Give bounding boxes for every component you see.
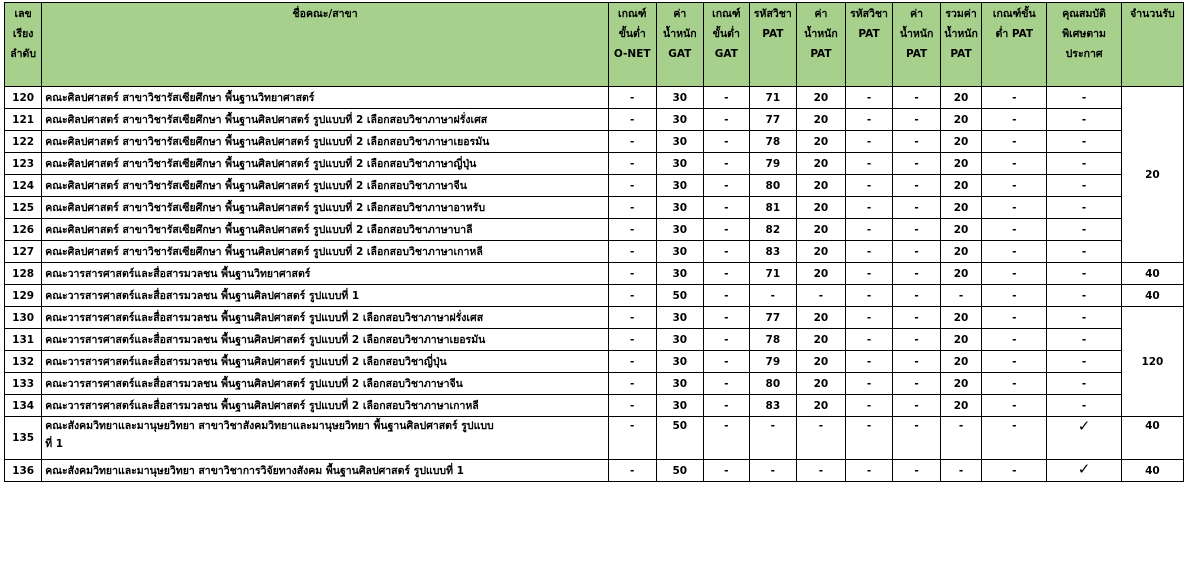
- pat-code-2-cell: -: [845, 175, 893, 197]
- row-number-cell: 126: [5, 219, 42, 241]
- header-no: เลข เรียง ลำดับ: [5, 3, 42, 87]
- header-pat-min: เกณฑ์ขั้น ต่ำ PAT: [982, 3, 1047, 87]
- pat-weight-cell: 20: [797, 197, 846, 219]
- gat-weight-cell: 30: [656, 131, 704, 153]
- special-cell: -: [1047, 175, 1121, 197]
- pat-weight-cell: 20: [797, 373, 846, 395]
- pat-min-cell: -: [982, 109, 1047, 131]
- pat-code-2-cell: -: [845, 395, 893, 417]
- faculty-name-cell: คณะศิลปศาสตร์ สาขาวิชารัสเซียศึกษา พื้นฐานศิลปศาสตร์ รูปแบบที่ 2 เลือกสอบวิชาภาษาฝรั่งเศส: [42, 109, 609, 131]
- pat-weight-cell: -: [797, 460, 846, 482]
- gat-weight-cell: 50: [656, 460, 704, 482]
- pat-code-cell: -: [749, 285, 797, 307]
- faculty-name-cell: คณะวารสารศาสตร์และสื่อสารมวลชน พื้นฐานศิลปศาสตร์ รูปแบบที่ 2 เลือกสอบวิชาภาษาเกาหลี: [42, 395, 609, 417]
- pat-min-cell: -: [982, 153, 1047, 175]
- gat-min-cell: -: [704, 351, 750, 373]
- pat-min-cell: -: [982, 351, 1047, 373]
- gat-min-cell: -: [704, 373, 750, 395]
- gat-min-cell: -: [704, 131, 750, 153]
- gat-weight-cell: 30: [656, 175, 704, 197]
- pat-weight-cell: 20: [797, 329, 846, 351]
- pat-weight-cell: 20: [797, 263, 846, 285]
- row-number-cell: 125: [5, 197, 42, 219]
- pat-code-2-cell: -: [845, 219, 893, 241]
- onet-min-cell: -: [608, 109, 656, 131]
- pat-weight-cell: 20: [797, 241, 846, 263]
- table-row: [5, 417, 1184, 460]
- gat-min-cell: -: [704, 87, 750, 109]
- row-number-cell: 122: [5, 131, 42, 153]
- header-row: [5, 3, 1184, 87]
- onet-min-cell: -: [608, 329, 656, 351]
- faculty-name-cell: คณะวารสารศาสตร์และสื่อสารมวลชน พื้นฐานศิลปศาสตร์ รูปแบบที่ 2 เลือกสอบวิชาภาษาจีน: [42, 373, 609, 395]
- special-cell: -: [1047, 241, 1121, 263]
- gat-min-cell: -: [704, 460, 750, 482]
- pat-code-cell: 77: [749, 109, 797, 131]
- pat-code-2-cell: -: [845, 109, 893, 131]
- gat-min-cell: -: [704, 197, 750, 219]
- pat-total-cell: -: [940, 460, 981, 482]
- header-gat-min: เกณฑ์ ขั้นต่ำ GAT: [704, 3, 750, 87]
- pat-code-2-cell: -: [845, 351, 893, 373]
- table-row: [5, 175, 1184, 197]
- pat-code-cell: 71: [749, 87, 797, 109]
- pat-min-cell: -: [982, 285, 1047, 307]
- pat-min-cell: -: [982, 373, 1047, 395]
- pat-total-cell: 20: [940, 197, 981, 219]
- pat-total-cell: 20: [940, 131, 981, 153]
- pat-code-2-cell: -: [845, 131, 893, 153]
- special-cell: -: [1047, 109, 1121, 131]
- pat-weight-2-cell: -: [893, 285, 941, 307]
- table-row: [5, 241, 1184, 263]
- pat-min-cell: -: [982, 175, 1047, 197]
- pat-weight-2-cell: -: [893, 263, 941, 285]
- row-number-cell: 121: [5, 109, 42, 131]
- pat-weight-2-cell: -: [893, 241, 941, 263]
- pat-weight-2-cell: -: [893, 460, 941, 482]
- gat-weight-cell: 30: [656, 307, 704, 329]
- pat-min-cell: -: [982, 329, 1047, 351]
- table-row: [5, 131, 1184, 153]
- pat-total-cell: 20: [940, 373, 981, 395]
- row-number-cell: 129: [5, 285, 42, 307]
- onet-min-cell: -: [608, 417, 656, 460]
- pat-code-cell: 82: [749, 219, 797, 241]
- quota-cell: 40: [1121, 263, 1183, 285]
- onet-min-cell: -: [608, 197, 656, 219]
- onet-min-cell: -: [608, 263, 656, 285]
- gat-weight-cell: 50: [656, 285, 704, 307]
- faculty-name-cell: คณะวารสารศาสตร์และสื่อสารมวลชน พื้นฐานศิลปศาสตร์ รูปแบบที่ 2 เลือกสอบวิชาญี่ปุ่น: [42, 351, 609, 373]
- pat-code-2-cell: -: [845, 153, 893, 175]
- pat-total-cell: 20: [940, 263, 981, 285]
- onet-min-cell: -: [608, 219, 656, 241]
- special-cell: -: [1047, 131, 1121, 153]
- onet-min-cell: -: [608, 307, 656, 329]
- gat-weight-cell: 30: [656, 87, 704, 109]
- pat-weight-cell: 20: [797, 395, 846, 417]
- header-pat-weight-2: ค่า น้ำหนัก PAT: [893, 3, 941, 87]
- pat-weight-cell: 20: [797, 109, 846, 131]
- onet-min-cell: -: [608, 175, 656, 197]
- pat-min-cell: -: [982, 219, 1047, 241]
- faculty-name-cell: คณะสังคมวิทยาและมานุษยวิทยา สาขาวิชาสังคมวิทยาและมานุษยวิทยา พื้นฐานศิลปศาสตร์ รูปแบบที่ 1: [42, 417, 609, 460]
- pat-total-cell: 20: [940, 109, 981, 131]
- header-pat-code-2: รหัสวิชา PAT: [845, 3, 893, 87]
- header-onet-min: เกณฑ์ ขั้นต่ำ O-NET: [608, 3, 656, 87]
- pat-min-cell: -: [982, 87, 1047, 109]
- pat-weight-cell: 20: [797, 131, 846, 153]
- header-special: คุณสมบัติ พิเศษตาม ประกาศ: [1047, 3, 1121, 87]
- gat-min-cell: -: [704, 285, 750, 307]
- pat-code-2-cell: -: [845, 307, 893, 329]
- gat-min-cell: -: [704, 329, 750, 351]
- header-pat-weight: ค่า น้ำหนัก PAT: [797, 3, 846, 87]
- quota-cell: 20: [1121, 87, 1183, 263]
- gat-weight-cell: 30: [656, 373, 704, 395]
- pat-code-2-cell: -: [845, 87, 893, 109]
- row-number-cell: 134: [5, 395, 42, 417]
- pat-min-cell: -: [982, 263, 1047, 285]
- pat-weight-2-cell: -: [893, 329, 941, 351]
- faculty-name-cell: คณะศิลปศาสตร์ สาขาวิชารัสเซียศึกษา พื้นฐานศิลปศาสตร์ รูปแบบที่ 2 เลือกสอบวิชาภาษาอาหรับ: [42, 197, 609, 219]
- pat-code-cell: -: [749, 417, 797, 460]
- header-pat-total: รวมค่า น้ำหนัก PAT: [940, 3, 981, 87]
- pat-code-cell: 79: [749, 153, 797, 175]
- special-cell: -: [1047, 395, 1121, 417]
- row-number-cell: 124: [5, 175, 42, 197]
- header-pat-code: รหัสวิชา PAT: [749, 3, 797, 87]
- pat-weight-2-cell: -: [893, 109, 941, 131]
- gat-weight-cell: 30: [656, 241, 704, 263]
- gat-min-cell: -: [704, 219, 750, 241]
- pat-min-cell: -: [982, 307, 1047, 329]
- pat-code-cell: 83: [749, 241, 797, 263]
- quota-cell: 40: [1121, 460, 1183, 482]
- gat-weight-cell: 30: [656, 263, 704, 285]
- row-number-cell: 136: [5, 460, 42, 482]
- special-cell: ✓: [1047, 460, 1121, 482]
- pat-weight-cell: 20: [797, 307, 846, 329]
- gat-weight-cell: 30: [656, 329, 704, 351]
- quota-cell: 40: [1121, 417, 1183, 460]
- pat-total-cell: 20: [940, 395, 981, 417]
- pat-total-cell: 20: [940, 175, 981, 197]
- special-cell: -: [1047, 351, 1121, 373]
- faculty-name-cell: คณะวารสารศาสตร์และสื่อสารมวลชน พื้นฐานวิทยาศาสตร์: [42, 263, 609, 285]
- pat-min-cell: -: [982, 131, 1047, 153]
- table-row: [5, 460, 1184, 482]
- faculty-name-cell: คณะศิลปศาสตร์ สาขาวิชารัสเซียศึกษา พื้นฐานศิลปศาสตร์ รูปแบบที่ 2 เลือกสอบวิชาภาษาเกาหลี: [42, 241, 609, 263]
- pat-weight-cell: 20: [797, 153, 846, 175]
- pat-weight-cell: 20: [797, 351, 846, 373]
- table-body: [5, 87, 1184, 482]
- onet-min-cell: -: [608, 351, 656, 373]
- row-number-cell: 135: [5, 417, 42, 460]
- pat-code-2-cell: -: [845, 460, 893, 482]
- row-number-cell: 120: [5, 87, 42, 109]
- row-number-cell: 132: [5, 351, 42, 373]
- gat-min-cell: -: [704, 175, 750, 197]
- onet-min-cell: -: [608, 460, 656, 482]
- faculty-name-cell: คณะศิลปศาสตร์ สาขาวิชารัสเซียศึกษา พื้นฐานศิลปศาสตร์ รูปแบบที่ 2 เลือกสอบวิชาภาษาญี่ปุ่น: [42, 153, 609, 175]
- onet-min-cell: -: [608, 395, 656, 417]
- pat-weight-2-cell: -: [893, 153, 941, 175]
- gat-min-cell: -: [704, 307, 750, 329]
- special-cell: -: [1047, 285, 1121, 307]
- pat-code-2-cell: -: [845, 241, 893, 263]
- pat-code-2-cell: -: [845, 197, 893, 219]
- pat-total-cell: 20: [940, 87, 981, 109]
- pat-total-cell: 20: [940, 241, 981, 263]
- gat-min-cell: -: [704, 263, 750, 285]
- pat-code-cell: 77: [749, 307, 797, 329]
- special-cell: -: [1047, 373, 1121, 395]
- pat-min-cell: -: [982, 417, 1047, 460]
- table-row: [5, 395, 1184, 417]
- pat-weight-2-cell: -: [893, 395, 941, 417]
- pat-min-cell: -: [982, 197, 1047, 219]
- gat-min-cell: -: [704, 241, 750, 263]
- row-number-cell: 123: [5, 153, 42, 175]
- pat-code-cell: 80: [749, 175, 797, 197]
- pat-weight-2-cell: -: [893, 417, 941, 460]
- table-row: [5, 109, 1184, 131]
- faculty-name-cell: คณะสังคมวิทยาและมานุษยวิทยา สาขาวิชาการวิจัยทางสังคม พื้นฐานศิลปศาสตร์ รูปแบบที่ 1: [42, 460, 609, 482]
- gat-weight-cell: 30: [656, 109, 704, 131]
- pat-code-cell: 81: [749, 197, 797, 219]
- pat-code-2-cell: -: [845, 263, 893, 285]
- table-row: [5, 307, 1184, 329]
- faculty-name-cell: คณะวารสารศาสตร์และสื่อสารมวลชน พื้นฐานศิลปศาสตร์ รูปแบบที่ 2 เลือกสอบวิชาภาษาเยอรมัน: [42, 329, 609, 351]
- table-row: [5, 329, 1184, 351]
- faculty-name-cell: คณะศิลปศาสตร์ สาขาวิชารัสเซียศึกษา พื้นฐานศิลปศาสตร์ รูปแบบที่ 2 เลือกสอบวิชาภาษาจีน: [42, 175, 609, 197]
- pat-total-cell: 20: [940, 219, 981, 241]
- pat-code-cell: 83: [749, 395, 797, 417]
- quota-cell: 40: [1121, 285, 1183, 307]
- special-cell: -: [1047, 197, 1121, 219]
- table-row: [5, 219, 1184, 241]
- gat-weight-cell: 50: [656, 417, 704, 460]
- faculty-name-cell: คณะวารสารศาสตร์และสื่อสารมวลชน พื้นฐานศิลปศาสตร์ รูปแบบที่ 2 เลือกสอบวิชาภาษาฝรั่งเศส: [42, 307, 609, 329]
- row-number-cell: 128: [5, 263, 42, 285]
- gat-weight-cell: 30: [656, 395, 704, 417]
- pat-min-cell: -: [982, 460, 1047, 482]
- gat-min-cell: -: [704, 109, 750, 131]
- pat-weight-cell: 20: [797, 175, 846, 197]
- special-cell: -: [1047, 219, 1121, 241]
- admission-table: [4, 2, 1184, 482]
- onet-min-cell: -: [608, 373, 656, 395]
- pat-code-cell: -: [749, 460, 797, 482]
- special-cell: -: [1047, 153, 1121, 175]
- pat-total-cell: -: [940, 417, 981, 460]
- pat-weight-cell: -: [797, 417, 846, 460]
- onet-min-cell: -: [608, 241, 656, 263]
- special-cell: -: [1047, 263, 1121, 285]
- pat-code-cell: 71: [749, 263, 797, 285]
- header-quota: จำนวนรับ: [1121, 3, 1183, 87]
- faculty-name-cell: คณะศิลปศาสตร์ สาขาวิชารัสเซียศึกษา พื้นฐานศิลปศาสตร์ รูปแบบที่ 2 เลือกสอบวิชาภาษาเยอรมัน: [42, 131, 609, 153]
- pat-weight-cell: 20: [797, 87, 846, 109]
- row-number-cell: 133: [5, 373, 42, 395]
- header-faculty: ชื่อคณะ/สาขา: [42, 3, 609, 87]
- gat-weight-cell: 30: [656, 219, 704, 241]
- table-row: [5, 373, 1184, 395]
- pat-total-cell: 20: [940, 307, 981, 329]
- table-row: [5, 285, 1184, 307]
- table-row: [5, 153, 1184, 175]
- gat-weight-cell: 30: [656, 197, 704, 219]
- table-row: [5, 351, 1184, 373]
- pat-weight-cell: 20: [797, 219, 846, 241]
- pat-weight-cell: -: [797, 285, 846, 307]
- pat-min-cell: -: [982, 241, 1047, 263]
- special-cell: ✓: [1047, 417, 1121, 460]
- pat-code-2-cell: -: [845, 417, 893, 460]
- gat-weight-cell: 30: [656, 351, 704, 373]
- special-cell: -: [1047, 87, 1121, 109]
- header-gat-weight: ค่า น้ำหนัก GAT: [656, 3, 704, 87]
- quota-cell: 120: [1121, 307, 1183, 417]
- table-row: [5, 87, 1184, 109]
- pat-code-cell: 78: [749, 329, 797, 351]
- gat-weight-cell: 30: [656, 153, 704, 175]
- pat-code-cell: 78: [749, 131, 797, 153]
- onet-min-cell: -: [608, 285, 656, 307]
- table-row: [5, 263, 1184, 285]
- pat-weight-2-cell: -: [893, 87, 941, 109]
- gat-min-cell: -: [704, 417, 750, 460]
- pat-total-cell: 20: [940, 351, 981, 373]
- special-cell: -: [1047, 307, 1121, 329]
- gat-min-cell: -: [704, 153, 750, 175]
- faculty-name-cell: คณะศิลปศาสตร์ สาขาวิชารัสเซียศึกษา พื้นฐานวิทยาศาสตร์: [42, 87, 609, 109]
- pat-total-cell: -: [940, 285, 981, 307]
- table-row: [5, 197, 1184, 219]
- pat-weight-2-cell: -: [893, 219, 941, 241]
- special-cell: -: [1047, 329, 1121, 351]
- pat-min-cell: -: [982, 395, 1047, 417]
- pat-weight-2-cell: -: [893, 197, 941, 219]
- pat-weight-2-cell: -: [893, 307, 941, 329]
- pat-weight-2-cell: -: [893, 351, 941, 373]
- pat-code-2-cell: -: [845, 329, 893, 351]
- row-number-cell: 131: [5, 329, 42, 351]
- pat-total-cell: 20: [940, 153, 981, 175]
- row-number-cell: 130: [5, 307, 42, 329]
- pat-code-2-cell: -: [845, 373, 893, 395]
- pat-total-cell: 20: [940, 329, 981, 351]
- onet-min-cell: -: [608, 87, 656, 109]
- faculty-name-cell: คณะศิลปศาสตร์ สาขาวิชารัสเซียศึกษา พื้นฐานศิลปศาสตร์ รูปแบบที่ 2 เลือกสอบวิชาภาษาบาลี: [42, 219, 609, 241]
- onet-min-cell: -: [608, 153, 656, 175]
- pat-weight-2-cell: -: [893, 175, 941, 197]
- pat-code-cell: 79: [749, 351, 797, 373]
- gat-min-cell: -: [704, 395, 750, 417]
- pat-weight-2-cell: -: [893, 373, 941, 395]
- faculty-name-cell: คณะวารสารศาสตร์และสื่อสารมวลชน พื้นฐานศิลปศาสตร์ รูปแบบที่ 1: [42, 285, 609, 307]
- pat-code-2-cell: -: [845, 285, 893, 307]
- pat-weight-2-cell: -: [893, 131, 941, 153]
- onet-min-cell: -: [608, 131, 656, 153]
- row-number-cell: 127: [5, 241, 42, 263]
- pat-code-cell: 80: [749, 373, 797, 395]
